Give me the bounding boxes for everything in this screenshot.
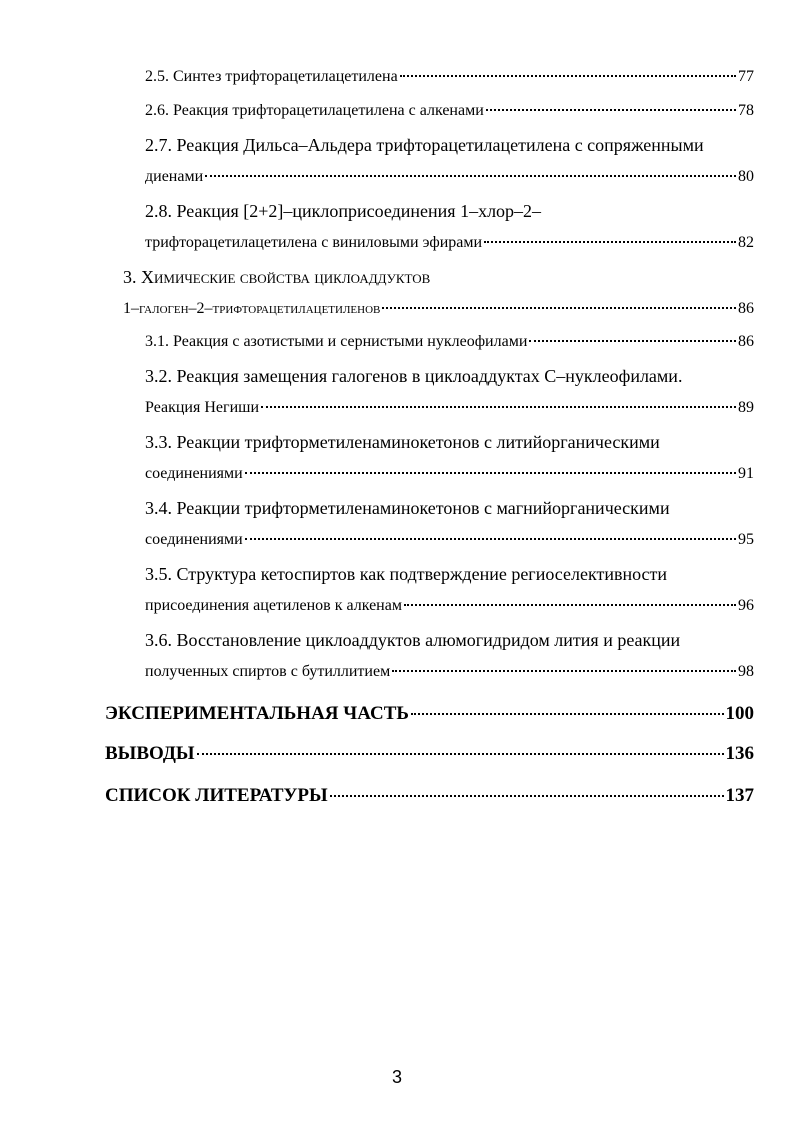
toc-entry-3-4 (145, 531, 754, 549)
toc-entry-3-5-line1: 3.5. Структура кетоспиртов как подтверждение региоселективности (145, 564, 668, 584)
dot-leader (484, 241, 736, 243)
dot-leader (330, 795, 724, 797)
toc-entry-title: Реакция Негиши (145, 399, 260, 416)
toc-entry-page: 96 (738, 597, 754, 614)
toc-entry-2-8 (145, 234, 754, 252)
toc-entry-title: СПИСОК ЛИТЕРАТУРЫ (105, 785, 328, 806)
page-number: 3 (391, 1067, 402, 1087)
toc-entry-title: соединениями (145, 531, 243, 548)
toc-entry-page: 80 (738, 168, 754, 185)
dot-leader (245, 472, 736, 474)
toc-entry-page: 78 (738, 102, 754, 119)
toc-entry-3-2-line1: 3.2. Реакция замещения галогенов в циклоаддуктах С–нуклеофилами. (145, 366, 683, 386)
toc-section-experimental (105, 703, 754, 725)
dot-leader (486, 109, 736, 111)
toc-entry-2-6 (145, 102, 754, 120)
dot-leader (404, 604, 736, 606)
toc-entry-page: 89 (738, 399, 754, 416)
toc-entry-title: 2.5. Синтез трифторацетилацетилена (145, 68, 398, 85)
dot-leader (261, 406, 736, 408)
toc-entry-title: диенами (145, 168, 204, 185)
toc-entry-title: соединениями (145, 465, 243, 482)
toc-entry-title: 3.1. Реакция с азотистыми и сернистыми нуклеофилами (145, 333, 528, 350)
toc-entry-title: ЭКСПЕРИМЕНТАЛЬНАЯ ЧАСТЬ (105, 703, 409, 724)
dot-leader (392, 670, 736, 672)
toc-entry-page: 77 (738, 68, 754, 85)
toc-entry-2-5 (145, 68, 754, 86)
toc-entry-2-7 (145, 168, 754, 186)
dot-leader (400, 75, 736, 77)
toc-entry-title: 2.6. Реакция трифторацетилацетилена с алкенами (145, 102, 484, 119)
toc-entry-3-6-line1: 3.6. Восстановление циклоаддуктов алюмогидридом лития и реакции (145, 630, 681, 650)
toc-chapter-3 (123, 300, 754, 318)
toc-entry-page: 137 (725, 785, 754, 806)
toc-entry-title: 1–галоген–2–трифторацетилацетиленов (123, 300, 381, 317)
toc-entry-page: 82 (738, 234, 754, 251)
toc-entry-3-3 (145, 465, 754, 483)
toc-entry-3-1 (145, 333, 754, 351)
toc-entry-title: полученных спиртов с бутиллитием (145, 663, 391, 680)
dot-leader (245, 538, 736, 540)
toc-entry-3-3-line1: 3.3. Реакции трифторметиленаминокетонов с литийорганическими (145, 432, 660, 452)
toc-chapter-3-line1: 3. Химические свойства циклоаддуктов (123, 267, 431, 287)
dot-leader (411, 713, 724, 715)
toc-entry-page: 86 (738, 300, 754, 317)
toc-entry-page: 136 (725, 743, 754, 764)
toc-entry-title: трифторацетилацетилена с виниловыми эфирами (145, 234, 483, 251)
toc-entry-page: 100 (725, 703, 754, 724)
toc-entry-3-2 (145, 399, 754, 417)
toc-entry-title: присоединения ацетиленов к алкенам (145, 597, 402, 614)
toc-entry-page: 98 (738, 663, 754, 680)
toc-entry-title: ВЫВОДЫ (105, 743, 195, 764)
dot-leader (197, 753, 724, 755)
toc-section-references (105, 785, 754, 807)
dot-leader (529, 340, 736, 342)
toc-entry-page: 86 (738, 333, 754, 350)
dot-leader (382, 307, 736, 309)
toc-section-conclusions (105, 743, 754, 765)
toc-entry-2-8-line1: 2.8. Реакция [2+2]–циклоприсоединения 1–хлор–2– (145, 201, 542, 221)
toc-entry-2-7-line1: 2.7. Реакция Дильса–Альдера трифторацетилацетилена с сопряженными (145, 135, 704, 155)
toc-entry-3-4-line1: 3.4. Реакции трифторметиленаминокетонов с магнийорганическими (145, 498, 670, 518)
toc-entry-page: 95 (738, 531, 754, 548)
toc-entry-3-6 (145, 663, 754, 681)
toc-entry-3-5 (145, 597, 754, 615)
dot-leader (205, 175, 736, 177)
toc-entry-page: 91 (738, 465, 754, 482)
